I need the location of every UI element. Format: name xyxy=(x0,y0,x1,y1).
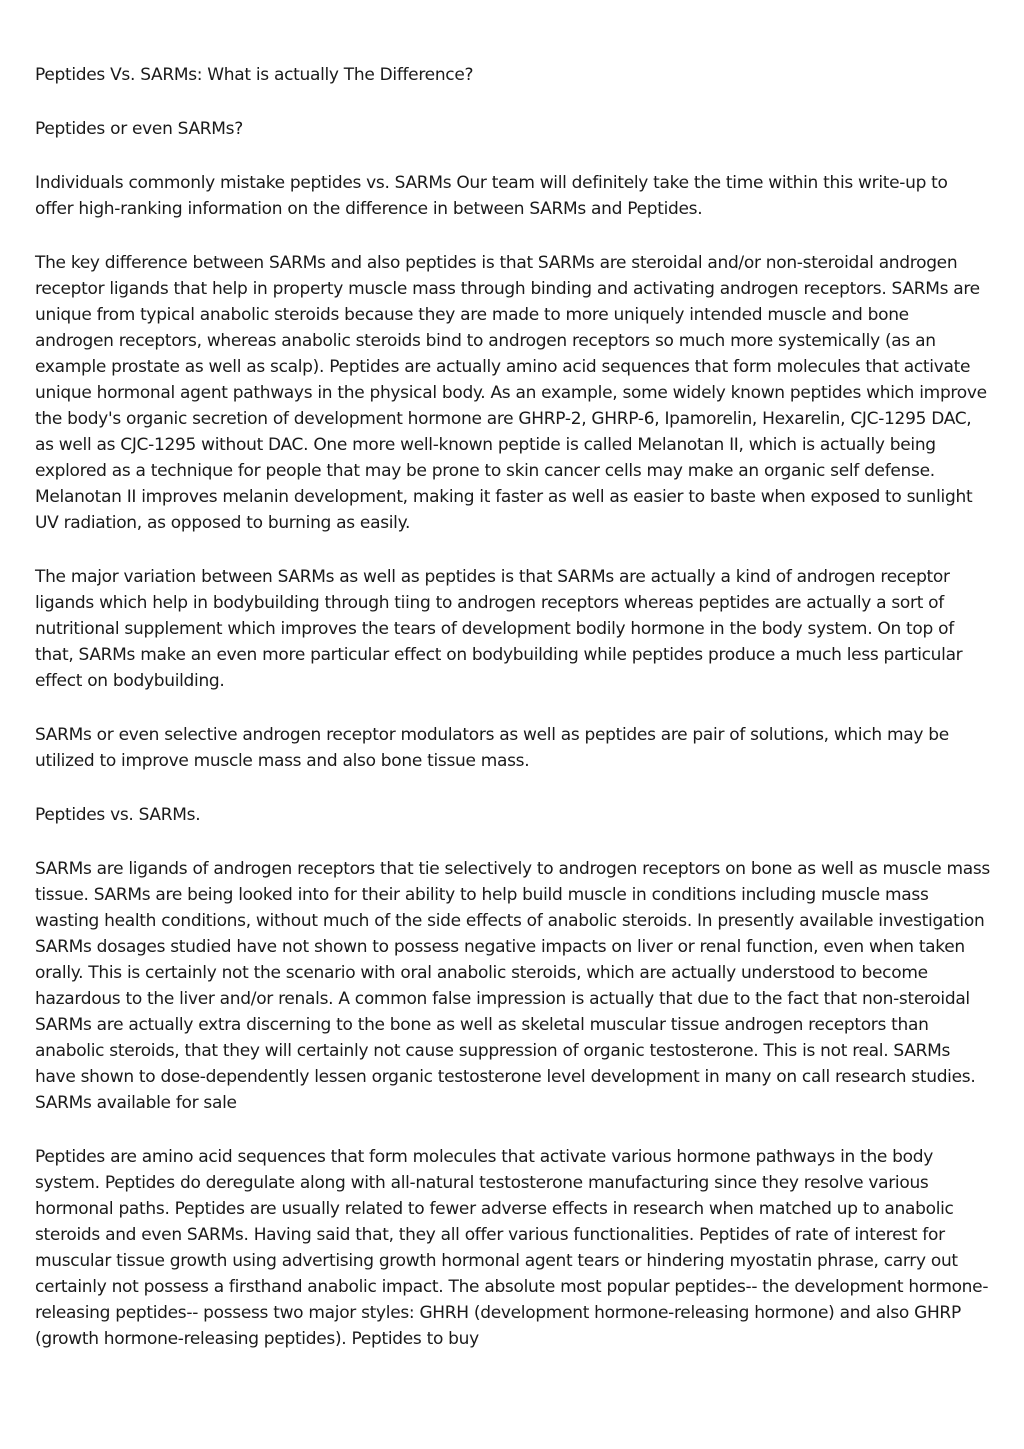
modulators-paragraph: SARMs or even selective androgen receptor modulators as well as peptides are pair of solutions, which may be utilized to improve muscle mass and also bone tissue mass. xyxy=(35,725,949,771)
subtitle-question: Peptides or even SARMs? xyxy=(35,119,243,139)
document-body xyxy=(35,62,991,1380)
peptides-sequences-paragraph: Peptides are amino acid sequences that form molecules that activate various hormone pathways in the body system. Peptides do deregulate along with all-natural testosterone manufacturing since they resolve various hormonal paths. Peptides are usually related to fewer adverse effects in research when matched up to anabolic steroids and even SARMs. Having said that, they all offer various functionalities. Peptides of rate of interest for muscular tissue growth using advertising growth hormonal agent tears or hindering myostatin phrase, carry out certainly not possess a firsthand anabolic impact. The absolute most popular peptides-- the development hormone-releasing peptides-- possess two major styles: GHRH (development hormone-releasing hormone) and also GHRP (growth hormone-releasing peptides). Peptides to buy xyxy=(35,1147,989,1349)
section-heading-peptides-vs-sarms: Peptides vs. SARMs. xyxy=(35,805,201,825)
document-title: Peptides Vs. SARMs: What is actually The Difference? xyxy=(35,65,474,85)
key-difference-paragraph: The key difference between SARMs and also peptides is that SARMs are steroidal and/or non-steroidal androgen receptor ligands that help in property muscle mass through binding and activating androgen receptors. SARMs are unique from typical anabolic steroids because they are made to more uniquely intended muscle and bone androgen receptors, whereas anabolic steroids bind to androgen receptors so much more systemically (as an example prostate as well as scalp). Peptides are actually amino acid sequences that form molecules that activate unique hormonal agent pathways in the physical body. As an example, some widely known peptides which improve the body's organic secretion of development hormone are GHRP-2, GHRP-6, Ipamorelin, Hexarelin, CJC-1295 DAC, as well as CJC-1295 without DAC. One more well-known peptide is called Melanotan II, which is actually being explored as a technique for people that may be prone to skin cancer cells may make an organic self defense. Melanotan II improves melanin development, making it faster as well as easier to baste when exposed to sunlight UV radiation, as opposed to burning as easily. xyxy=(35,253,987,533)
sarms-ligands-paragraph: SARMs are ligands of androgen receptors that tie selectively to androgen receptors on bone as well as muscle mass tissue. SARMs are being looked into for their ability to help build muscle in conditions including muscle mass wasting health conditions, without much of the side effects of anabolic steroids. In presently available investigation SARMs dosages studied have not shown to possess negative impacts on liver or renal function, even when taken orally. This is certainly not the scenario with oral anabolic steroids, which are actually understood to become hazardous to the liver and/or renals. A common false impression is actually that due to the fact that non-steroidal SARMs are actually extra discerning to the bone as well as skeletal muscular tissue androgen receptors than anabolic steroids, that they will certainly not cause suppression of organic testosterone. This is not real. SARMs have shown to dose-dependently lessen organic testosterone level development in many on call research studies. SARMs available for sale xyxy=(35,859,990,1113)
major-variation-paragraph: The major variation between SARMs as well as peptides is that SARMs are actually a kind of androgen receptor ligands which help in bodybuilding through tiing to androgen receptors whereas peptides are actually a sort of nutritional supplement which improves the tears of development bodily hormone in the body system. On top of that, SARMs make an even more particular effect on bodybuilding while peptides produce a much less particular effect on bodybuilding. xyxy=(35,567,963,691)
intro-paragraph: Individuals commonly mistake peptides vs. SARMs Our team will definitely take the time within this write-up to offer high-ranking information on the difference in between SARMs and Peptides. xyxy=(35,173,948,219)
